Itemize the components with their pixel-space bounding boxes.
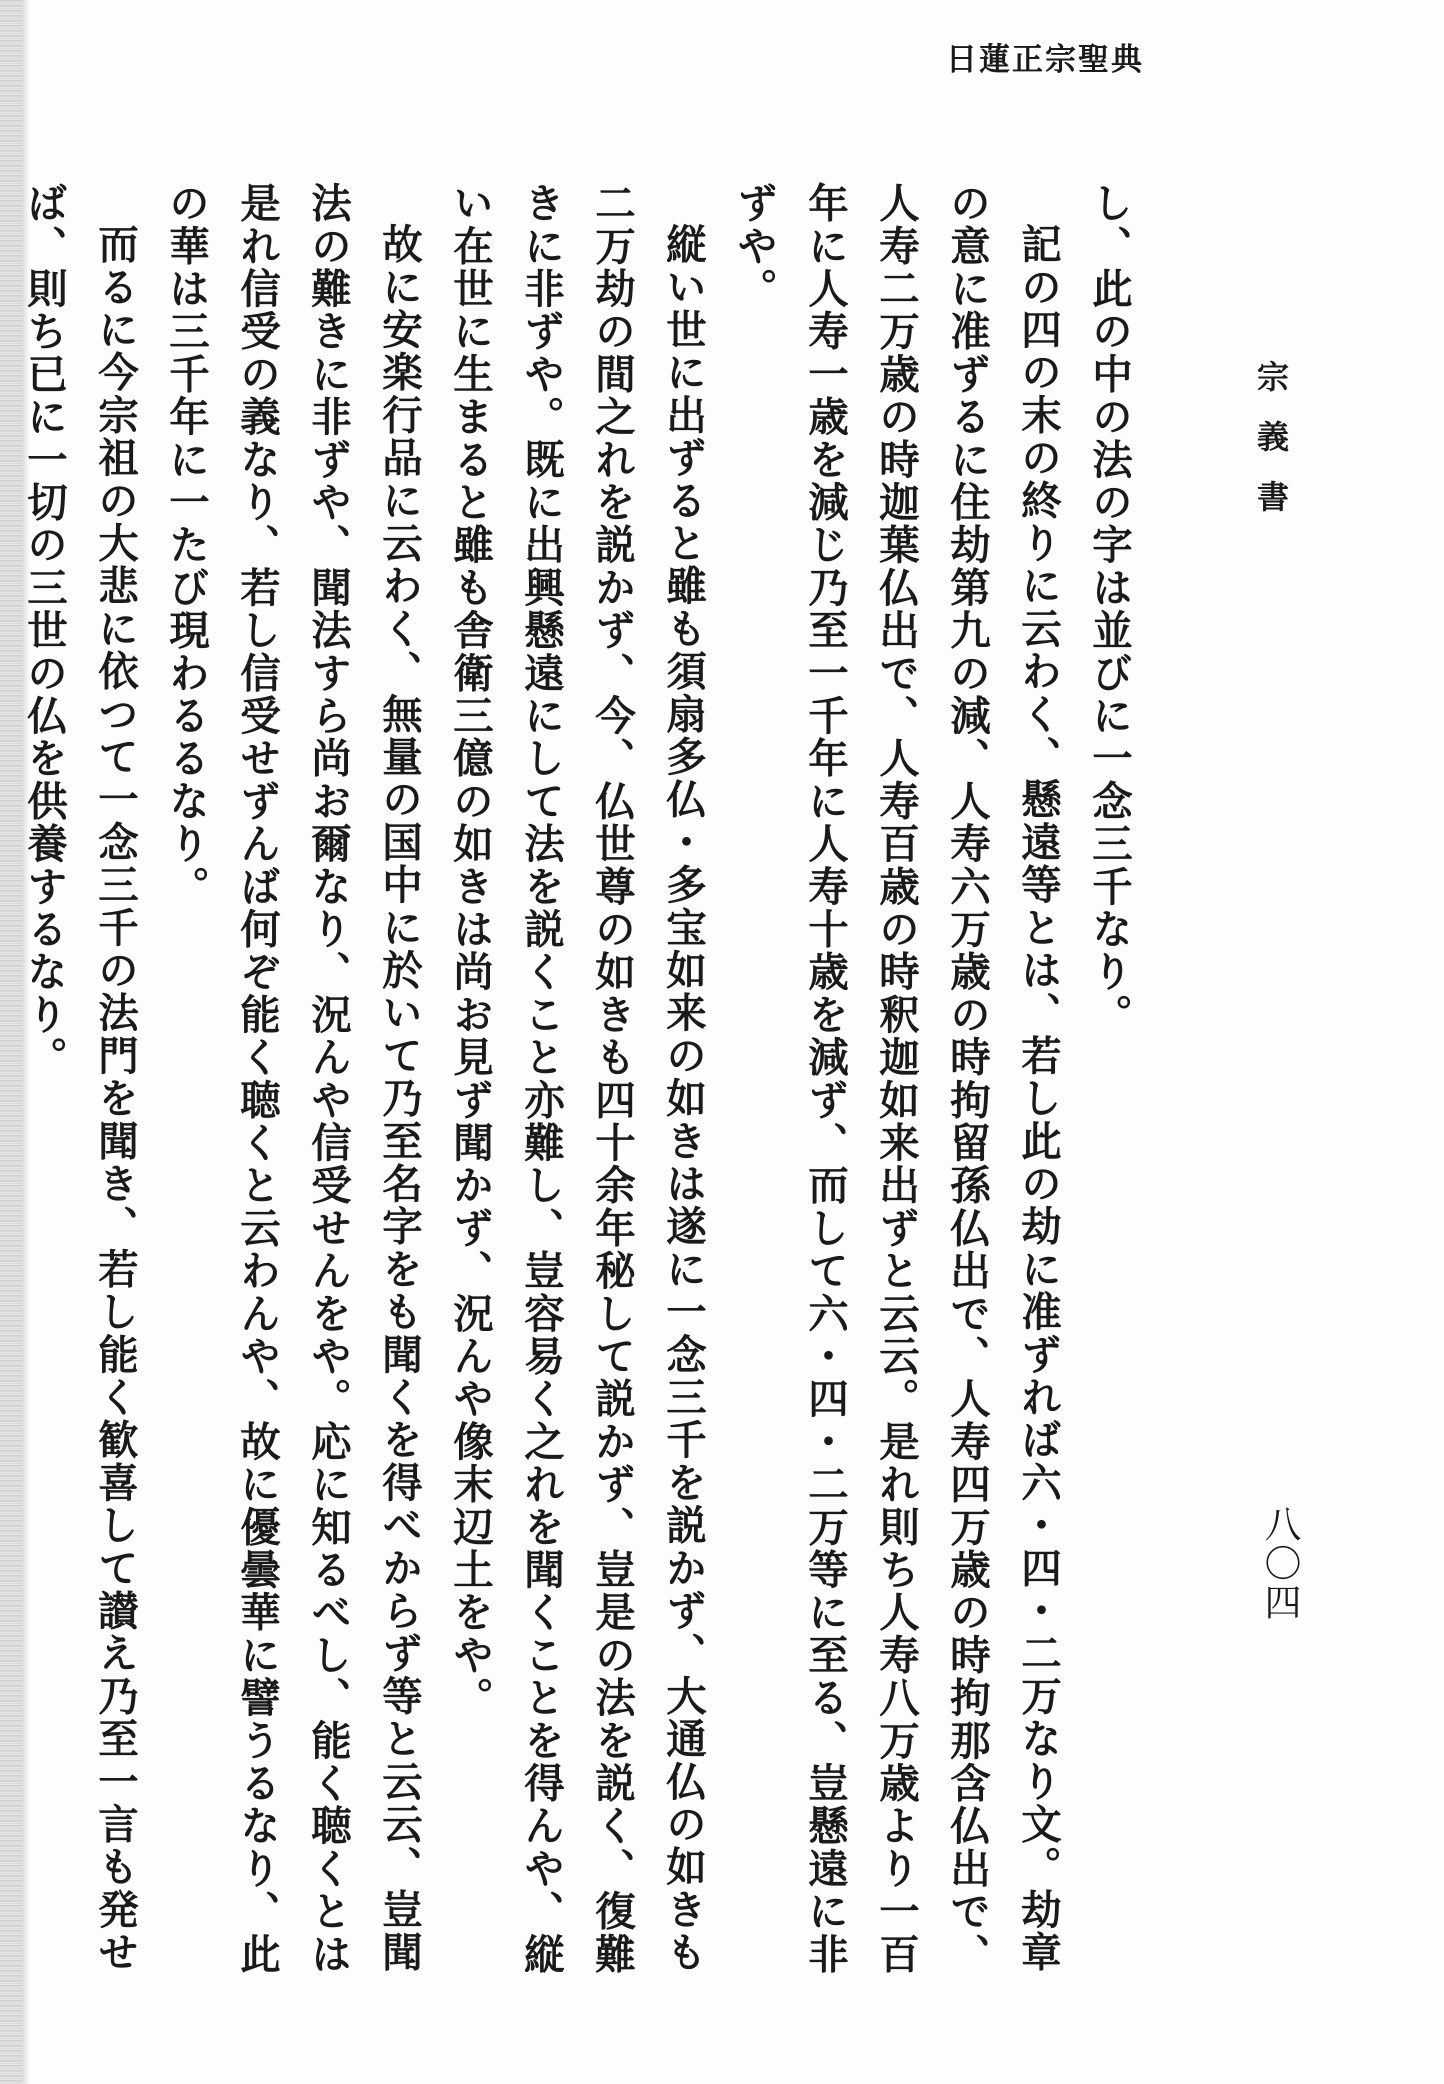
page-number: 八〇四	[1258, 1505, 1301, 1622]
paragraph: 而るに今宗祖の大悲に依つて一念三千の法門を聞き、若し能く歓喜して讃え乃至一言も発せば、則ち已に一切の三世の仏を供養するなり。	[20, 182, 139, 1974]
paragraph: し、此の中の法の字は並びに一念三千なり。	[1085, 182, 1133, 1036]
section-title: 宗義書	[1252, 360, 1290, 540]
body-text	[8, 182, 1144, 1982]
paragraph: 記の四の末の終りに云わく、懸遠等とは、若し此の劫に准ずれば六・四・二万なり文。劫章の意に准ずるに住劫第九の減、人寿六万歳の時拘留孫仏出で、人寿四万歳の時拘那含仏出で、人寿二万歳の時迦葉仏出で、人寿百歳の時釈迦如来出ずと云云。是れ則ち人寿八万歳より一百年に人寿一歳を減じ乃至一千年に人寿十歳を減ず、而して六・四・二万等に至る、豈懸遠に非ずや。	[730, 182, 1062, 1976]
paragraph: 故に安楽行品に云わく、無量の国中に於いて乃至名字をも聞くを得べからず等と云云、豈聞法の難きに非ずや、聞法すら尚お爾なり、況んや信受せんをや。応に知るべし、能く聴くとは是れ信受の義なり、若し信受せずんば何ぞ能く聴くと云わんや、故に優曇華に譬うるなり、此の華は三千年に一たび現わるるなり。	[162, 182, 423, 1976]
paragraph: 縦い世に出ずると雖も須扇多仏・多宝如来の如きは遂に一念三千を説かず、大通仏の如きも二万劫の間之れを説かず、今、仏世尊の如きも四十余年秘して説かず、豈是の法を説く、復難きに非ずや。既に出興懸遠にして法を説くこと亦難し、豈容易く之れを聞くことを得んや、縦い在世に生まると雖も舎衛三億の如きは尚お見ず聞かず、況んや像末辺土をや。	[446, 182, 707, 1976]
book-title: 日蓮正宗聖典	[946, 42, 1144, 78]
